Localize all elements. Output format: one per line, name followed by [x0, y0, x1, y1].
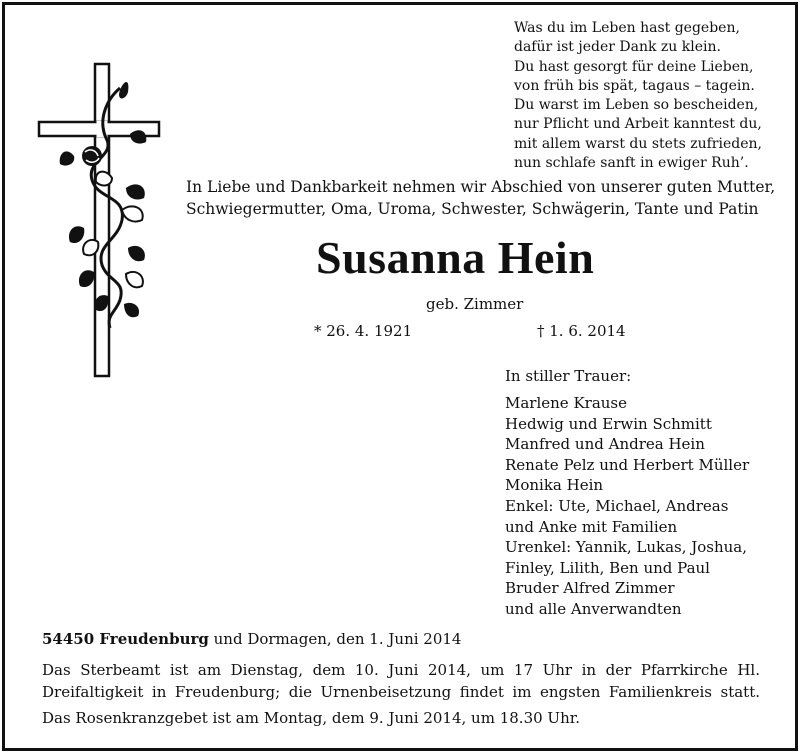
poem-line: von früh bis spät, tagaus – tagein.	[514, 77, 755, 94]
mourner: Finley, Lilith, Ben und Paul	[505, 558, 710, 577]
poem-line: Was du im Leben hast gegeben,	[514, 20, 740, 36]
poem-line: dafür ist jeder Dank zu klein.	[514, 39, 721, 56]
cross-with-roses-icon	[36, 60, 166, 380]
mourner: Bruder Alfred Zimmer	[505, 579, 675, 598]
mourner: Manfred und Andrea Hein	[505, 435, 705, 454]
rosary-notice: Das Rosenkranzgebet ist am Montag, dem 9. Juni 2014, um 18.30 Uhr.	[42, 709, 581, 727]
place-bold: 54450 Freudenburg	[42, 630, 209, 648]
birth-date: * 26. 4. 1921	[314, 322, 413, 340]
poem-line: nur Pflicht und Arbeit kanntest du,	[514, 116, 762, 133]
poem-line: Du warst im Leben so bescheiden,	[514, 97, 759, 114]
mourner: Renate Pelz und Herbert Müller	[505, 455, 750, 474]
maiden-name: geb. Zimmer	[426, 295, 524, 313]
intro-line: In Liebe und Dankbarkeit nehmen wir Abschied von unserer guten Mutter,	[186, 178, 776, 196]
mourner: Marlene Krause	[505, 394, 628, 412]
poem	[514, 19, 762, 173]
mourner: Hedwig und Erwin Schmitt	[505, 414, 712, 433]
deceased-name: Susanna Hein	[316, 232, 595, 283]
mourners-list	[505, 393, 749, 620]
intro-text	[186, 176, 775, 220]
funeral-notice: Das Sterbeamt ist am Dienstag, dem 10. Juni 2014, um 17 Uhr in der Pfarrkirche Hl. Dreifaltigkeit in Freudenburg; die Urnenbeisetzung findet im engsten Familienkreis statt.	[42, 661, 760, 701]
place-rest: und Dormagen, den 1. Juni 2014	[208, 630, 462, 648]
mourner: Urenkel: Yannik, Lukas, Joshua,	[505, 538, 748, 557]
mourner: und alle Anverwandten	[505, 599, 682, 618]
mourner: Enkel: Ute, Michael, Andreas	[505, 496, 729, 515]
poem-line: mit allem warst du stets zufrieden,	[514, 135, 762, 152]
death-date: † 1. 6. 2014	[537, 322, 626, 340]
intro-line: Schwiegermutter, Oma, Uroma, Schwester, Schwägerin, Tante und Patin	[186, 200, 759, 218]
mourner: und Anke mit Familien	[505, 517, 678, 536]
place-and-date	[42, 630, 461, 648]
poem-line: nun schlafe sanft in ewiger Ruh’.	[514, 155, 749, 172]
poem-line: Du hast gesorgt für deine Lieben,	[514, 58, 754, 75]
mourning-heading: In stiller Trauer:	[505, 367, 632, 385]
mourner: Monika Hein	[505, 476, 604, 495]
